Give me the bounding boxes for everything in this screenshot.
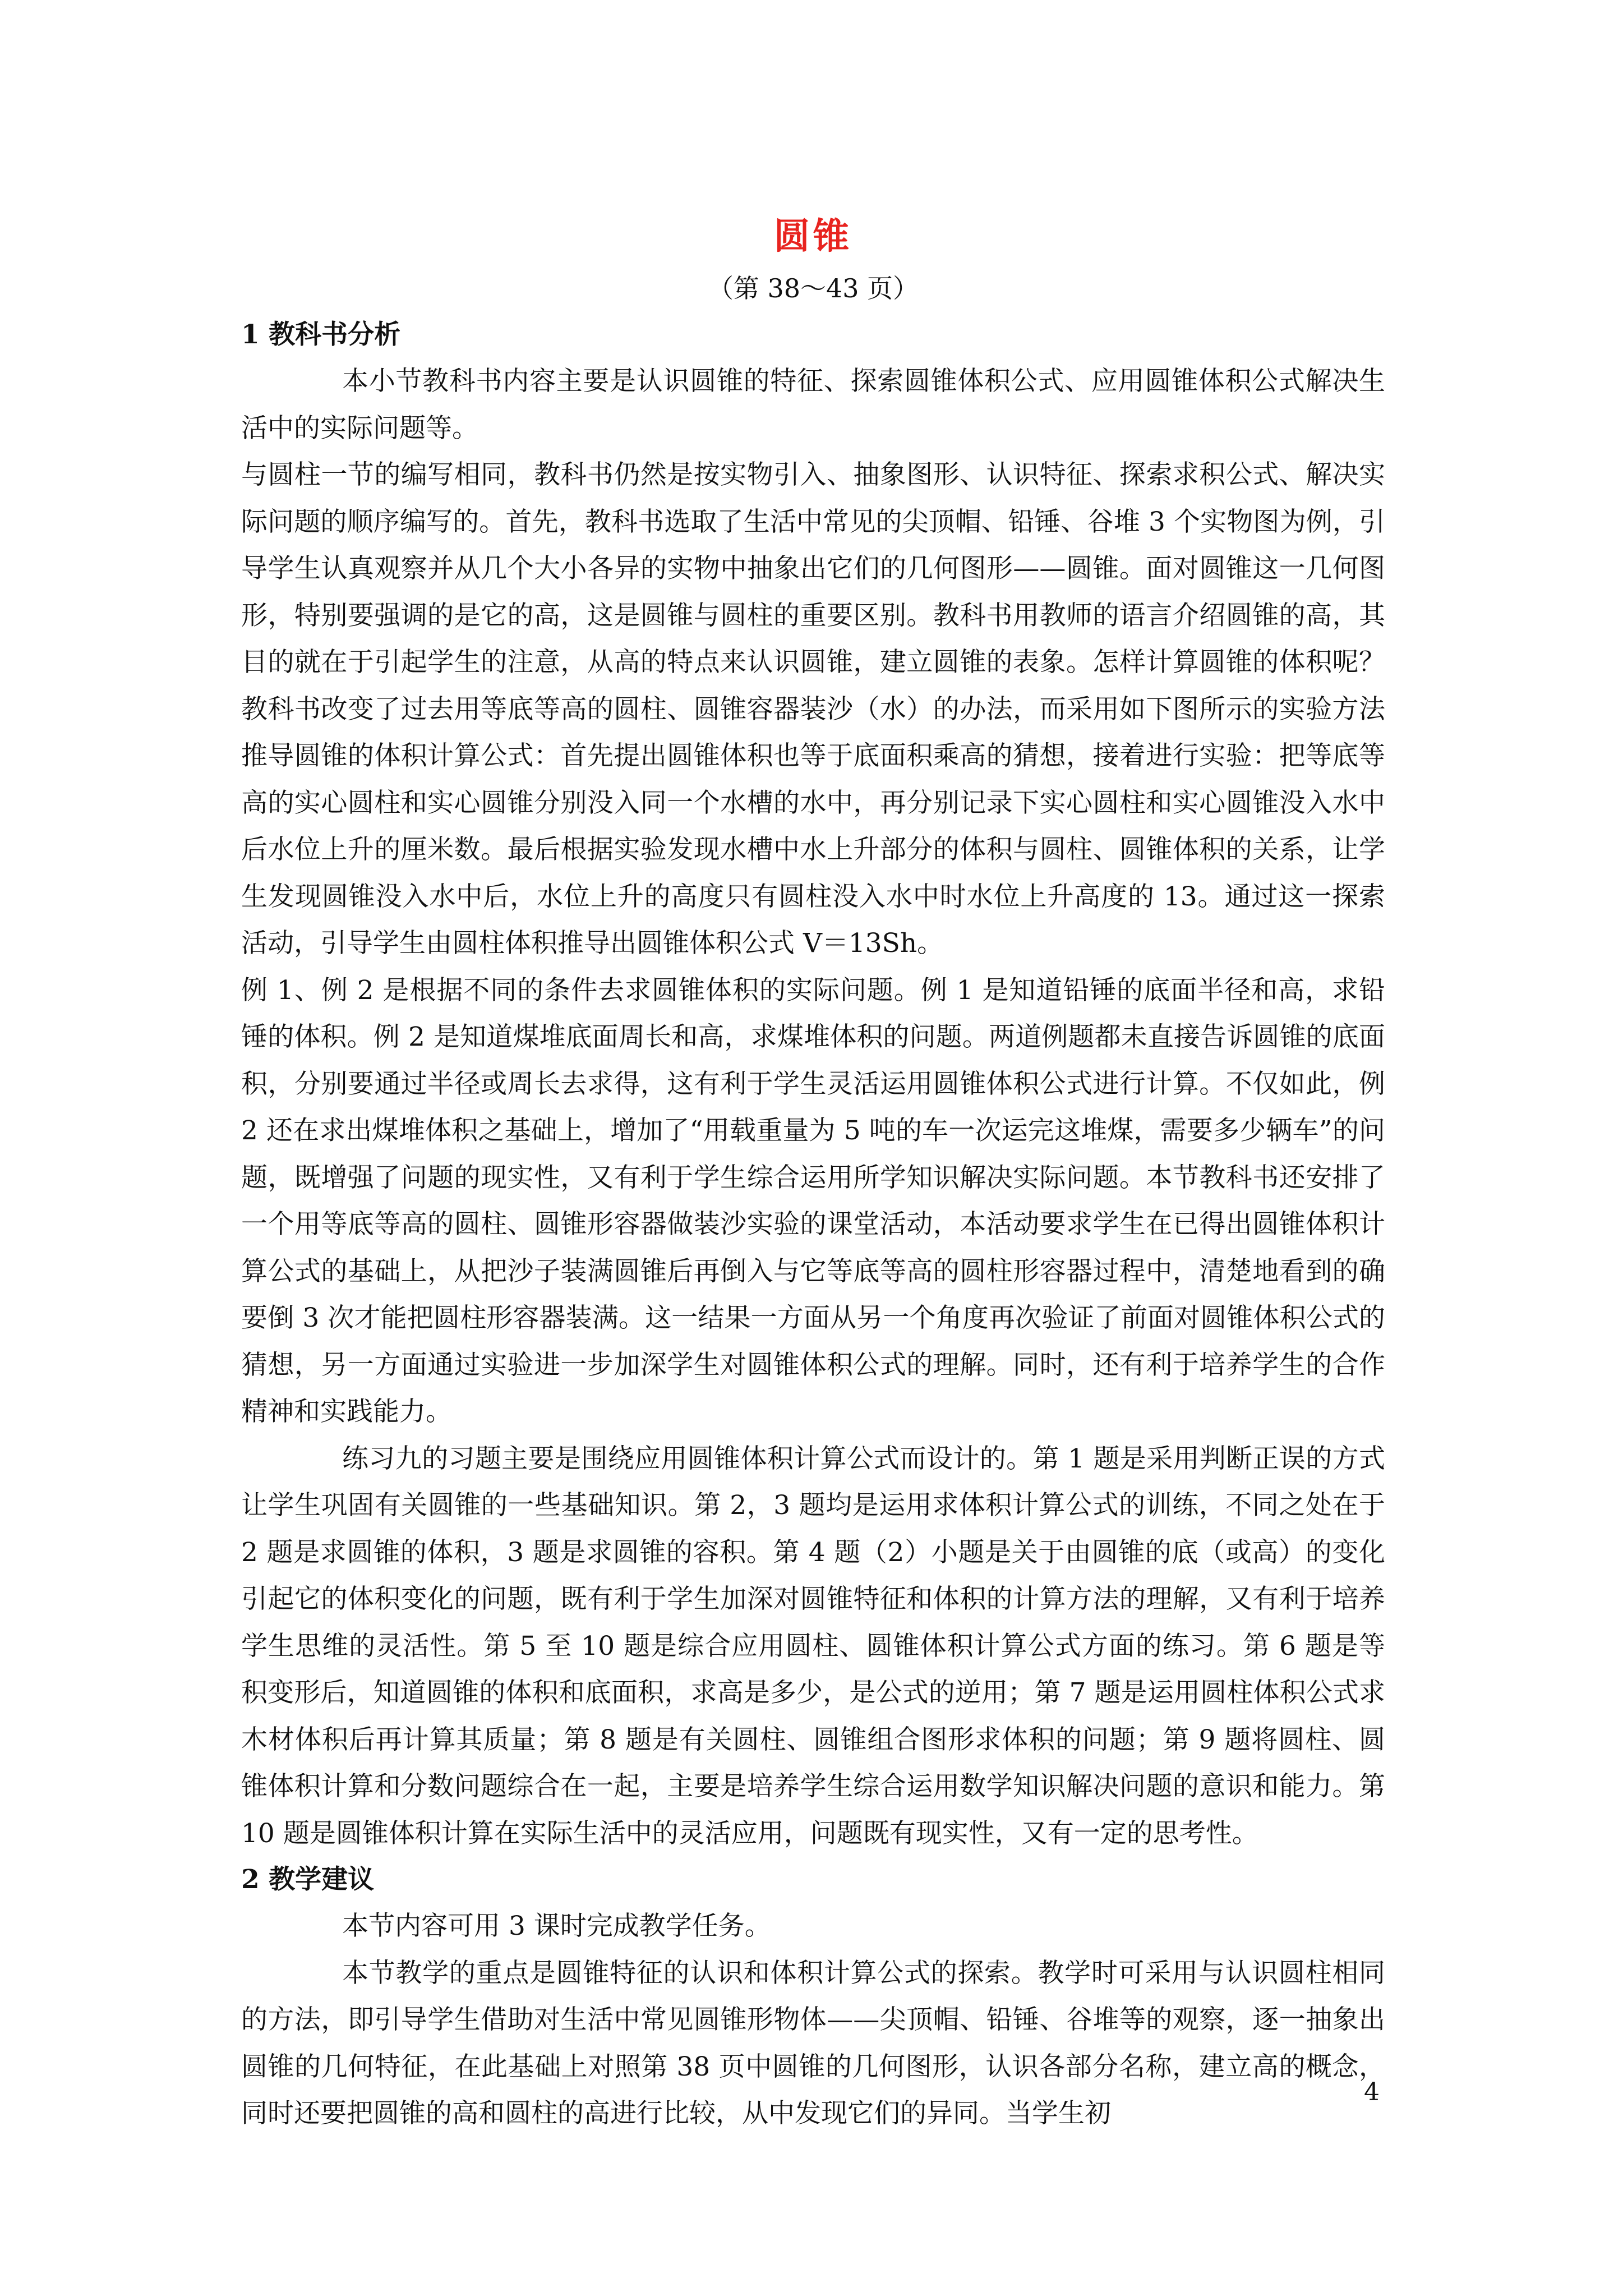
paragraph-teaching-focus: 本节教学的重点是圆锥特征的认识和体积计算公式的探索。教学时可采用与认识圆柱相同的方法，即引导学生借助对生活中常见圆锥形物体——尖顶帽、铅锤、谷堆等的观察，逐一抽象出圆锥的几何特征，在此基础上对照第 38 页中圆锥的几何图形，认识各部分名称，建立高的概念，同时还要把圆锥的高和圆柱的高进行比较，从中发现它们的异同。当学生初 bbox=[241, 1957, 1385, 2129]
paragraph-overview: 本小节教科书内容主要是认识圆锥的特征、探索圆锥体积公式、应用圆锥体积公式解决生活中的实际问题等。 bbox=[241, 366, 1385, 444]
page-title: 圆锥 bbox=[774, 215, 852, 257]
paragraph-examples: 例 1、例 2 是根据不同的条件去求圆锥体积的实际问题。例 1 是知道铅锤的底面半径和高，求铅锤的体积。例 2 是知道煤堆底面周长和高，求煤堆体积的问题。两道例题都未直接告诉圆锥的底面积，分别要通过半径或周长去求得，这有利于学生灵活运用圆锥体积公式进行计算。不仅如此，例 2 还在求出煤堆体积之基础上，增加了“用载重量为 5 吨的车一次运完这堆煤，需要多少辆车”的问题，既增强了问题的现实性，又有利于学生综合运用所学知识解决实际问题。本节教科书还安排了一个用等底等高的圆柱、圆锥形容器做装沙实验的课堂活动，本活动要求学生在已得出圆锥体积计算公式的基础上，从把沙子装满圆锥后再倒入与它等底等高的圆柱形容器过程中，清楚地看到的确要倒 3 次才能把圆柱形容器装满。这一结果一方面从另一个角度再次验证了前面对圆锥体积公式的猜想，另一方面通过实验进一步加深学生对圆锥体积公式的理解。同时，还有利于培养学生的合作精神和实践能力。 bbox=[241, 974, 1385, 1427]
paragraph-lesson-count: 本节内容可用 3 课时完成教学任务。 bbox=[342, 1911, 771, 1941]
paragraph-exercises: 练习九的习题主要是围绕应用圆锥体积计算公式而设计的。第 1 题是采用判断正误的方式让学生巩固有关圆锥的一些基础知识。第 2，3 题均是运用求体积计算公式的训练，不同之处在于 2 题是求圆锥的体积，3 题是求圆锥的容积。第 4 题（2）小题是关于由圆锥的底（或高）的变化引起它的体积变化的问题，既有利于学生加深对圆锥特征和体积的计算方法的理解，又有利于培养学生思维的灵活性。第 5 至 10 题是综合应用圆柱、圆锥体积计算公式方面的练习。第 6 题是等积变形后，知道圆锥的体积和底面积，求高是多少，是公式的逆用；第 7 题是运用圆柱体积公式求木材体积后再计算其质量；第 8 题是有关圆柱、圆锥组合图形求体积的问题；第 9 题将圆柱、圆锥体积计算和分数问题综合在一起，主要是培养学生综合运用数学知识解决问题的意识和能力。第 10 题是圆锥体积计算在实际生活中的灵活应用，问题既有现实性，又有一定的思考性。 bbox=[241, 1443, 1385, 1849]
section-heading-textbook-analysis: 1 教科书分析 bbox=[241, 319, 401, 350]
page-number: 4 bbox=[1364, 2078, 1380, 2106]
page-content bbox=[241, 209, 1385, 2137]
paragraph-structure: 与圆柱一节的编写相同，教科书仍然是按实物引入、抽象图形、认识特征、探索求积公式、解决实际问题的顺序编写的。首先，教科书选取了生活中常见的尖顶帽、铅锤、谷堆 3 个实物图为例，引导学生认真观察并从几个大小各异的实物中抽象出它们的几何图形——圆锥。面对圆锥这一几何图形，特别要强调的是它的高，这是圆锥与圆柱的重要区别。教科书用教师的语言介绍圆锥的高，其目的就在于引起学生的注意，从高的特点来认识圆锥，建立圆锥的表象。怎样计算圆锥的体积呢？教科书改变了过去用等底等高的圆柱、圆锥容器装沙（水）的办法，而采用如下图所示的实验方法推导圆锥的体积计算公式：首先提出圆锥体积也等于底面积乘高的猜想，接着进行实验：把等底等高的实心圆柱和实心圆锥分别没入同一个水槽的水中，再分别记录下实心圆柱和实心圆锥没入水中后水位上升的厘米数。最后根据实验发现水槽中水上升部分的体积与圆柱、圆锥体积的关系，让学生发现圆锥没入水中后，水位上升的高度只有圆柱没入水中时水位上升高度的 13。通过这一探索活动，引导学生由圆柱体积推导出圆锥体积公式 V＝13Sh。 bbox=[241, 459, 1385, 959]
page-range-subtitle: （第 38～43 页） bbox=[707, 273, 919, 303]
section-heading-teaching-suggestions: 2 教学建议 bbox=[241, 1864, 375, 1895]
